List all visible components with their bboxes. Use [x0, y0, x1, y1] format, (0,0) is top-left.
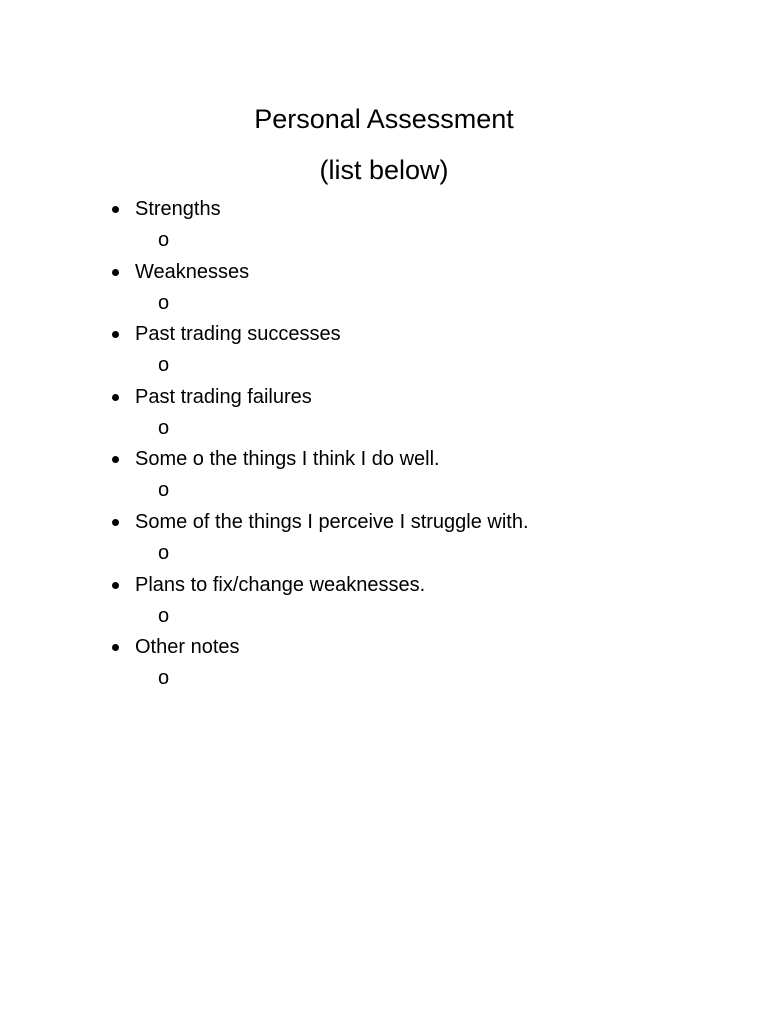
page-title: Personal Assessment	[254, 104, 514, 134]
list-item-label: Some of the things I perceive I struggle with.	[135, 510, 529, 533]
sub-bullet: o	[158, 229, 170, 251]
sub-bullet: o	[158, 541, 170, 564]
list-item-label: Past trading failures	[135, 385, 312, 408]
assessment-list	[0, 194, 768, 695]
list-item-weaknesses	[0, 257, 768, 320]
sub-bullet: o	[158, 416, 170, 439]
list-item-plans	[0, 570, 768, 633]
list-item-label: Plans to fix/change weaknesses.	[135, 573, 426, 596]
list-item-label: Some o the things I think I do well.	[135, 448, 440, 471]
bullet-icon	[112, 206, 119, 213]
sub-bullet: o	[158, 667, 170, 690]
list-item-label: Strengths	[135, 198, 221, 220]
list-item-label: Past trading successes	[135, 323, 341, 346]
list-item-do-well	[0, 444, 768, 507]
bullet-icon	[112, 456, 119, 463]
bullet-icon	[112, 269, 119, 276]
list-item-label: Weaknesses	[135, 260, 250, 283]
sub-bullet: o	[158, 479, 170, 502]
page-subtitle: (list below)	[319, 155, 449, 185]
bullet-icon	[112, 519, 119, 526]
title-block	[0, 94, 768, 196]
sub-bullet: o	[158, 604, 170, 627]
bullet-icon	[112, 644, 119, 651]
bullet-icon	[112, 394, 119, 401]
list-item-other-notes	[0, 632, 768, 695]
list-item-strengths	[0, 194, 768, 257]
sub-bullet: o	[158, 354, 170, 377]
bullet-icon	[112, 331, 119, 338]
list-item-struggle-with	[0, 507, 768, 570]
bullet-icon	[112, 582, 119, 589]
list-item-past-successes	[0, 319, 768, 382]
list-item-past-failures	[0, 382, 768, 445]
list-item-label: Other notes	[135, 636, 240, 659]
sub-bullet: o	[158, 291, 170, 314]
